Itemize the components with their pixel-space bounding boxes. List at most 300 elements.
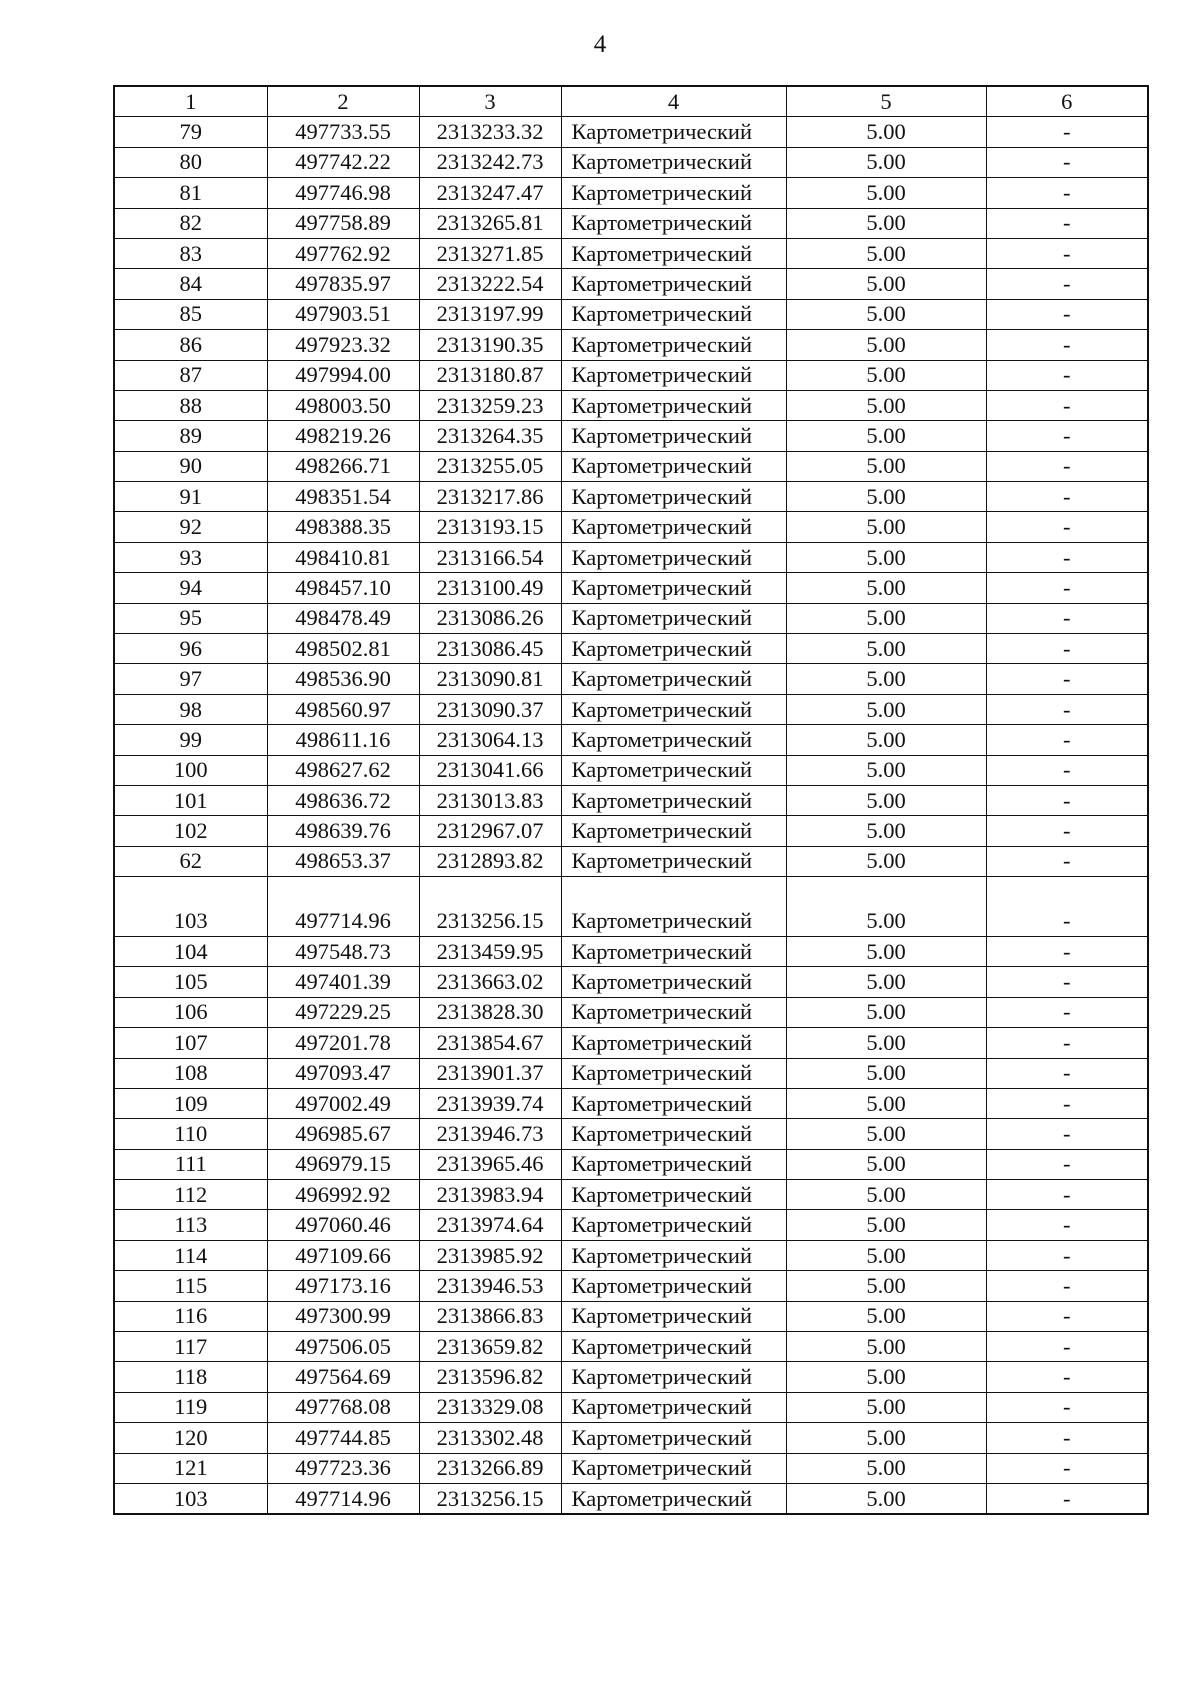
y-coordinate-cell: 2312967.07 — [419, 816, 561, 846]
x-coordinate-cell: 498502.81 — [267, 634, 419, 664]
table-row — [114, 907, 1148, 937]
table-row — [114, 846, 1148, 876]
x-coordinate-cell: 497401.39 — [267, 967, 419, 997]
y-coordinate-cell: 2313596.82 — [419, 1362, 561, 1392]
point-number-cell: 96 — [114, 634, 267, 664]
point-number-cell: 80 — [114, 147, 267, 177]
y-coordinate-cell: 2313256.15 — [419, 907, 561, 937]
accuracy-cell: 5.00 — [786, 725, 986, 755]
y-coordinate-cell: 2313965.46 — [419, 1149, 561, 1179]
point-number-cell: 94 — [114, 573, 267, 603]
table-row — [114, 785, 1148, 815]
method-cell: Картометрический — [561, 1483, 786, 1514]
table-row — [114, 330, 1148, 360]
point-number-cell: 88 — [114, 390, 267, 420]
y-coordinate-cell: 2313090.81 — [419, 664, 561, 694]
table-row — [114, 1301, 1148, 1331]
method-cell: Картометрический — [561, 664, 786, 694]
accuracy-cell: 5.00 — [786, 846, 986, 876]
description-cell: - — [986, 1088, 1148, 1118]
point-number-cell: 99 — [114, 725, 267, 755]
x-coordinate-cell: 497733.55 — [267, 117, 419, 147]
method-cell: Картометрический — [561, 117, 786, 147]
x-coordinate-cell: 497109.66 — [267, 1240, 419, 1270]
point-number-cell: 114 — [114, 1240, 267, 1270]
description-cell: - — [986, 1423, 1148, 1453]
point-number-cell: 89 — [114, 421, 267, 451]
method-cell: Картометрический — [561, 451, 786, 481]
y-coordinate-cell: 2313166.54 — [419, 542, 561, 572]
x-coordinate-cell: 497923.32 — [267, 330, 419, 360]
point-number-cell: 62 — [114, 846, 267, 876]
x-coordinate-cell: 498611.16 — [267, 725, 419, 755]
accuracy-cell: 5.00 — [786, 1362, 986, 1392]
method-cell: Картометрический — [561, 907, 786, 937]
x-coordinate-cell: 497093.47 — [267, 1058, 419, 1088]
header-cell: 1 — [114, 86, 267, 117]
point-number-cell: 101 — [114, 785, 267, 815]
method-cell: Картометрический — [561, 1453, 786, 1483]
description-cell: - — [986, 1119, 1148, 1149]
table-row — [114, 1180, 1148, 1210]
method-cell: Картометрический — [561, 1119, 786, 1149]
point-number-cell: 100 — [114, 755, 267, 785]
method-cell: Картометрический — [561, 147, 786, 177]
method-cell: Картометрический — [561, 1180, 786, 1210]
y-coordinate-cell: 2313247.47 — [419, 178, 561, 208]
table-row — [114, 725, 1148, 755]
y-coordinate-cell: 2313985.92 — [419, 1240, 561, 1270]
accuracy-cell: 5.00 — [786, 1453, 986, 1483]
table-row — [114, 1058, 1148, 1088]
method-cell: Картометрический — [561, 1332, 786, 1362]
x-coordinate-cell: 497768.08 — [267, 1392, 419, 1422]
point-number-cell: 93 — [114, 542, 267, 572]
description-cell: - — [986, 330, 1148, 360]
y-coordinate-cell: 2313086.45 — [419, 634, 561, 664]
accuracy-cell: 5.00 — [786, 390, 986, 420]
description-cell: - — [986, 1332, 1148, 1362]
y-coordinate-cell: 2313866.83 — [419, 1301, 561, 1331]
y-coordinate-cell: 2313302.48 — [419, 1423, 561, 1453]
table-separator-row — [114, 877, 1148, 907]
method-cell: Картометрический — [561, 1058, 786, 1088]
x-coordinate-cell: 497002.49 — [267, 1088, 419, 1118]
description-cell: - — [986, 603, 1148, 633]
method-cell: Картометрический — [561, 1423, 786, 1453]
accuracy-cell: 5.00 — [786, 269, 986, 299]
x-coordinate-cell: 498388.35 — [267, 512, 419, 542]
point-number-cell: 110 — [114, 1119, 267, 1149]
accuracy-cell: 5.00 — [786, 573, 986, 603]
description-cell: - — [986, 390, 1148, 420]
point-number-cell: 120 — [114, 1423, 267, 1453]
y-coordinate-cell: 2313854.67 — [419, 1028, 561, 1058]
accuracy-cell: 5.00 — [786, 997, 986, 1027]
table-row — [114, 1423, 1148, 1453]
x-coordinate-cell: 498639.76 — [267, 816, 419, 846]
description-cell: - — [986, 208, 1148, 238]
table-row — [114, 117, 1148, 147]
y-coordinate-cell: 2313271.85 — [419, 238, 561, 268]
y-coordinate-cell — [419, 877, 561, 907]
table-row — [114, 634, 1148, 664]
method-cell: Картометрический — [561, 360, 786, 390]
description-cell: - — [986, 785, 1148, 815]
y-coordinate-cell: 2313946.53 — [419, 1271, 561, 1301]
point-number-cell: 103 — [114, 907, 267, 937]
table-row — [114, 1088, 1148, 1118]
y-coordinate-cell: 2313264.35 — [419, 421, 561, 451]
x-coordinate-cell: 497548.73 — [267, 936, 419, 966]
point-number-cell: 116 — [114, 1301, 267, 1331]
table-row — [114, 451, 1148, 481]
accuracy-cell: 5.00 — [786, 1332, 986, 1362]
description-cell: - — [986, 936, 1148, 966]
method-cell: Картометрический — [561, 330, 786, 360]
x-coordinate-cell: 497229.25 — [267, 997, 419, 1027]
point-number-cell: 111 — [114, 1149, 267, 1179]
x-coordinate-cell: 498627.62 — [267, 755, 419, 785]
coordinates-table — [113, 85, 1149, 1515]
description-cell: - — [986, 421, 1148, 451]
table-header-row — [114, 86, 1148, 117]
x-coordinate-cell: 496979.15 — [267, 1149, 419, 1179]
x-coordinate-cell: 498457.10 — [267, 573, 419, 603]
table-row — [114, 482, 1148, 512]
table-row — [114, 1119, 1148, 1149]
x-coordinate-cell: 497762.92 — [267, 238, 419, 268]
x-coordinate-cell: 497173.16 — [267, 1271, 419, 1301]
accuracy-cell: 5.00 — [786, 1301, 986, 1331]
table-row — [114, 1271, 1148, 1301]
point-number-cell: 84 — [114, 269, 267, 299]
point-number-cell: 117 — [114, 1332, 267, 1362]
x-coordinate-cell: 496992.92 — [267, 1180, 419, 1210]
table-row — [114, 360, 1148, 390]
point-number-cell: 86 — [114, 330, 267, 360]
y-coordinate-cell: 2313256.15 — [419, 1483, 561, 1514]
y-coordinate-cell: 2313266.89 — [419, 1453, 561, 1483]
description-cell — [986, 877, 1148, 907]
table-row — [114, 755, 1148, 785]
point-number-cell: 85 — [114, 299, 267, 329]
method-cell: Картометрический — [561, 542, 786, 572]
accuracy-cell: 5.00 — [786, 147, 986, 177]
point-number-cell: 91 — [114, 482, 267, 512]
y-coordinate-cell: 2313222.54 — [419, 269, 561, 299]
point-number-cell: 102 — [114, 816, 267, 846]
y-coordinate-cell: 2313233.32 — [419, 117, 561, 147]
accuracy-cell: 5.00 — [786, 238, 986, 268]
accuracy-cell: 5.00 — [786, 785, 986, 815]
method-cell: Картометрический — [561, 816, 786, 846]
point-number-cell: 83 — [114, 238, 267, 268]
accuracy-cell: 5.00 — [786, 421, 986, 451]
y-coordinate-cell: 2313064.13 — [419, 725, 561, 755]
x-coordinate-cell: 497060.46 — [267, 1210, 419, 1240]
y-coordinate-cell: 2313939.74 — [419, 1088, 561, 1118]
header-cell: 4 — [561, 86, 786, 117]
method-cell: Картометрический — [561, 512, 786, 542]
point-number-cell: 81 — [114, 178, 267, 208]
method-cell: Картометрический — [561, 603, 786, 633]
table-row — [114, 936, 1148, 966]
x-coordinate-cell: 497744.85 — [267, 1423, 419, 1453]
x-coordinate-cell: 497835.97 — [267, 269, 419, 299]
table-row — [114, 269, 1148, 299]
table-row — [114, 147, 1148, 177]
method-cell: Картометрический — [561, 208, 786, 238]
point-number-cell: 82 — [114, 208, 267, 238]
method-cell: Картометрический — [561, 1301, 786, 1331]
x-coordinate-cell: 497723.36 — [267, 1453, 419, 1483]
description-cell: - — [986, 1362, 1148, 1392]
table-row — [114, 816, 1148, 846]
x-coordinate-cell: 498351.54 — [267, 482, 419, 512]
y-coordinate-cell: 2313459.95 — [419, 936, 561, 966]
x-coordinate-cell: 497742.22 — [267, 147, 419, 177]
table-row — [114, 1483, 1148, 1514]
table-row — [114, 1210, 1148, 1240]
accuracy-cell: 5.00 — [786, 1210, 986, 1240]
method-cell: Картометрический — [561, 755, 786, 785]
point-number-cell: 119 — [114, 1392, 267, 1422]
accuracy-cell: 5.00 — [786, 603, 986, 633]
accuracy-cell: 5.00 — [786, 1119, 986, 1149]
y-coordinate-cell: 2313946.73 — [419, 1119, 561, 1149]
x-coordinate-cell: 498003.50 — [267, 390, 419, 420]
y-coordinate-cell: 2313329.08 — [419, 1392, 561, 1422]
point-number-cell: 106 — [114, 997, 267, 1027]
description-cell: - — [986, 269, 1148, 299]
y-coordinate-cell: 2313983.94 — [419, 1180, 561, 1210]
method-cell: Картометрический — [561, 785, 786, 815]
method-cell — [561, 877, 786, 907]
table-row — [114, 1028, 1148, 1058]
accuracy-cell: 5.00 — [786, 694, 986, 724]
accuracy-cell: 5.00 — [786, 1149, 986, 1179]
y-coordinate-cell: 2313100.49 — [419, 573, 561, 603]
y-coordinate-cell: 2313974.64 — [419, 1210, 561, 1240]
point-number-cell: 112 — [114, 1180, 267, 1210]
description-cell: - — [986, 1392, 1148, 1422]
method-cell: Картометрический — [561, 269, 786, 299]
method-cell: Картометрический — [561, 1271, 786, 1301]
description-cell: - — [986, 967, 1148, 997]
description-cell: - — [986, 725, 1148, 755]
point-number-cell — [114, 877, 267, 907]
accuracy-cell: 5.00 — [786, 755, 986, 785]
description-cell: - — [986, 846, 1148, 876]
description-cell: - — [986, 997, 1148, 1027]
coordinates-table-body — [114, 86, 1148, 1514]
method-cell: Картометрический — [561, 1210, 786, 1240]
x-coordinate-cell: 497758.89 — [267, 208, 419, 238]
description-cell: - — [986, 664, 1148, 694]
description-cell: - — [986, 573, 1148, 603]
method-cell: Картометрический — [561, 846, 786, 876]
accuracy-cell: 5.00 — [786, 512, 986, 542]
page-number: 4 — [593, 31, 607, 58]
y-coordinate-cell: 2313193.15 — [419, 512, 561, 542]
point-number-cell: 107 — [114, 1028, 267, 1058]
y-coordinate-cell: 2313041.66 — [419, 755, 561, 785]
y-coordinate-cell: 2313013.83 — [419, 785, 561, 815]
description-cell: - — [986, 178, 1148, 208]
table-row — [114, 997, 1148, 1027]
description-cell: - — [986, 1058, 1148, 1088]
description-cell: - — [986, 634, 1148, 664]
point-number-cell: 113 — [114, 1210, 267, 1240]
x-coordinate-cell: 498266.71 — [267, 451, 419, 481]
method-cell: Картометрический — [561, 967, 786, 997]
description-cell: - — [986, 816, 1148, 846]
method-cell: Картометрический — [561, 1240, 786, 1270]
x-coordinate-cell: 497201.78 — [267, 1028, 419, 1058]
method-cell: Картометрический — [561, 936, 786, 966]
method-cell: Картометрический — [561, 573, 786, 603]
x-coordinate-cell: 498219.26 — [267, 421, 419, 451]
point-number-cell: 103 — [114, 1483, 267, 1514]
point-number-cell: 95 — [114, 603, 267, 633]
table-row — [114, 208, 1148, 238]
accuracy-cell: 5.00 — [786, 117, 986, 147]
point-number-cell: 121 — [114, 1453, 267, 1483]
point-number-cell: 105 — [114, 967, 267, 997]
accuracy-cell: 5.00 — [786, 1240, 986, 1270]
point-number-cell: 98 — [114, 694, 267, 724]
description-cell: - — [986, 1180, 1148, 1210]
method-cell: Картометрический — [561, 178, 786, 208]
table-row — [114, 1149, 1148, 1179]
x-coordinate-cell: 497506.05 — [267, 1332, 419, 1362]
description-cell: - — [986, 1028, 1148, 1058]
x-coordinate-cell: 498478.49 — [267, 603, 419, 633]
accuracy-cell: 5.00 — [786, 816, 986, 846]
table-row — [114, 664, 1148, 694]
x-coordinate-cell: 497564.69 — [267, 1362, 419, 1392]
table-row — [114, 1332, 1148, 1362]
x-coordinate-cell: 497714.96 — [267, 907, 419, 937]
description-cell: - — [986, 299, 1148, 329]
method-cell: Картометрический — [561, 1088, 786, 1118]
y-coordinate-cell: 2313255.05 — [419, 451, 561, 481]
method-cell: Картометрический — [561, 1392, 786, 1422]
header-cell: 2 — [267, 86, 419, 117]
x-coordinate-cell: 498560.97 — [267, 694, 419, 724]
description-cell: - — [986, 238, 1148, 268]
description-cell: - — [986, 1271, 1148, 1301]
y-coordinate-cell: 2313259.23 — [419, 390, 561, 420]
accuracy-cell: 5.00 — [786, 634, 986, 664]
accuracy-cell: 5.00 — [786, 1423, 986, 1453]
accuracy-cell: 5.00 — [786, 664, 986, 694]
method-cell: Картометрический — [561, 997, 786, 1027]
description-cell: - — [986, 1240, 1148, 1270]
point-number-cell: 92 — [114, 512, 267, 542]
description-cell: - — [986, 117, 1148, 147]
table-row — [114, 178, 1148, 208]
table-row — [114, 1362, 1148, 1392]
header-cell: 3 — [419, 86, 561, 117]
point-number-cell: 118 — [114, 1362, 267, 1392]
method-cell: Картометрический — [561, 1149, 786, 1179]
x-coordinate-cell — [267, 877, 419, 907]
accuracy-cell: 5.00 — [786, 1483, 986, 1514]
description-cell: - — [986, 755, 1148, 785]
y-coordinate-cell: 2313265.81 — [419, 208, 561, 238]
x-coordinate-cell: 497300.99 — [267, 1301, 419, 1331]
table-row — [114, 542, 1148, 572]
description-cell: - — [986, 542, 1148, 572]
description-cell: - — [986, 1210, 1148, 1240]
point-number-cell: 90 — [114, 451, 267, 481]
header-cell: 5 — [786, 86, 986, 117]
description-cell: - — [986, 1483, 1148, 1514]
accuracy-cell: 5.00 — [786, 330, 986, 360]
y-coordinate-cell: 2313217.86 — [419, 482, 561, 512]
y-coordinate-cell: 2313180.87 — [419, 360, 561, 390]
x-coordinate-cell: 497903.51 — [267, 299, 419, 329]
accuracy-cell: 5.00 — [786, 299, 986, 329]
y-coordinate-cell: 2313086.26 — [419, 603, 561, 633]
method-cell: Картометрический — [561, 421, 786, 451]
table-row — [114, 573, 1148, 603]
method-cell: Картометрический — [561, 390, 786, 420]
x-coordinate-cell: 497746.98 — [267, 178, 419, 208]
y-coordinate-cell: 2313663.02 — [419, 967, 561, 997]
x-coordinate-cell: 498653.37 — [267, 846, 419, 876]
table-row — [114, 299, 1148, 329]
x-coordinate-cell: 498636.72 — [267, 785, 419, 815]
description-cell: - — [986, 147, 1148, 177]
method-cell: Картометрический — [561, 634, 786, 664]
y-coordinate-cell: 2313828.30 — [419, 997, 561, 1027]
point-number-cell: 79 — [114, 117, 267, 147]
method-cell: Картометрический — [561, 1362, 786, 1392]
accuracy-cell: 5.00 — [786, 967, 986, 997]
method-cell: Картометрический — [561, 725, 786, 755]
y-coordinate-cell: 2313090.37 — [419, 694, 561, 724]
x-coordinate-cell: 496985.67 — [267, 1119, 419, 1149]
accuracy-cell: 5.00 — [786, 1028, 986, 1058]
header-cell: 6 — [986, 86, 1148, 117]
accuracy-cell: 5.00 — [786, 907, 986, 937]
table-row — [114, 1240, 1148, 1270]
point-number-cell: 87 — [114, 360, 267, 390]
table-row — [114, 603, 1148, 633]
accuracy-cell: 5.00 — [786, 208, 986, 238]
accuracy-cell: 5.00 — [786, 1271, 986, 1301]
table-row — [114, 512, 1148, 542]
method-cell: Картометрический — [561, 482, 786, 512]
point-number-cell: 108 — [114, 1058, 267, 1088]
accuracy-cell: 5.00 — [786, 451, 986, 481]
y-coordinate-cell: 2313190.35 — [419, 330, 561, 360]
table-row — [114, 1392, 1148, 1422]
description-cell: - — [986, 907, 1148, 937]
accuracy-cell: 5.00 — [786, 936, 986, 966]
accuracy-cell: 5.00 — [786, 482, 986, 512]
table-row — [114, 694, 1148, 724]
description-cell: - — [986, 451, 1148, 481]
x-coordinate-cell: 497714.96 — [267, 1483, 419, 1514]
method-cell: Картометрический — [561, 694, 786, 724]
point-number-cell: 104 — [114, 936, 267, 966]
method-cell: Картометрический — [561, 1028, 786, 1058]
y-coordinate-cell: 2313242.73 — [419, 147, 561, 177]
